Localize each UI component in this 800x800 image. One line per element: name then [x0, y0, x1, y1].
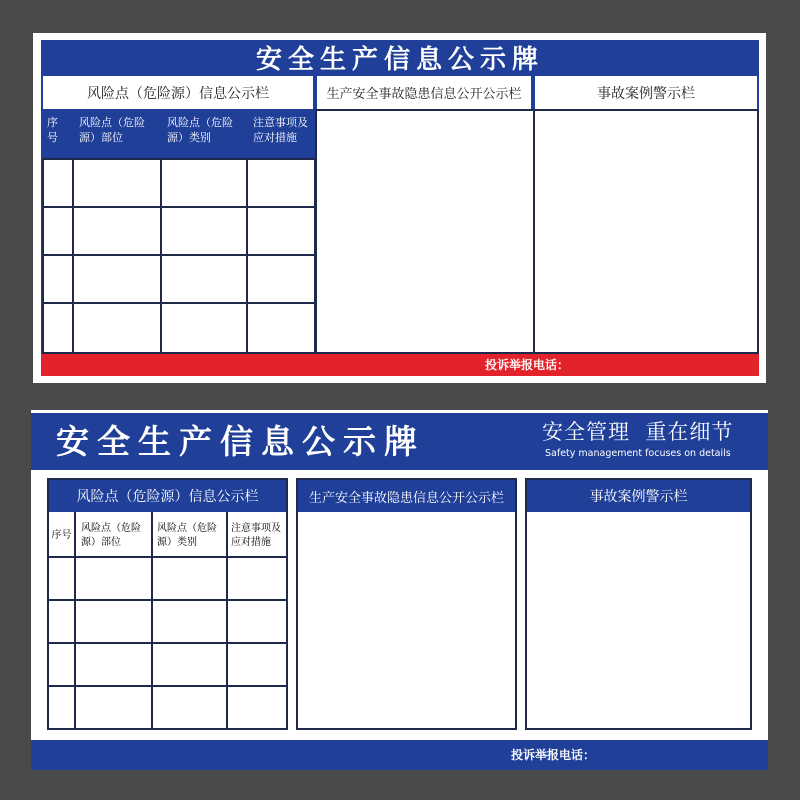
case-section: [525, 478, 752, 730]
table-cell: [246, 206, 316, 256]
table-cell: [246, 302, 316, 354]
table-header-measures: 注意事项及应对措施: [253, 116, 308, 144]
table-cell: [42, 254, 74, 304]
info-board-bottom: [31, 410, 768, 770]
section-header-case: 事故案例警示栏: [535, 76, 757, 109]
section-header-risk: 风险点（危险源）信息公示栏: [49, 480, 286, 512]
table-cell: [160, 206, 248, 256]
table-cell: [42, 206, 74, 256]
board-title: 安全生产信息公示牌: [56, 422, 425, 461]
grid-line: [226, 512, 228, 730]
section-header-risk: 风险点（危险源）信息公示栏: [43, 76, 313, 109]
table-cell: [42, 158, 74, 208]
table-header-category: 风险点（危险源）类别: [167, 116, 233, 144]
grid-line: [74, 512, 76, 730]
table-cell: [160, 254, 248, 304]
grid-line: [47, 599, 288, 601]
slogan-cn: 安全管理 重在细节: [542, 420, 734, 444]
section-header-case: 事故案例警示栏: [527, 480, 750, 512]
table-header-index: 序号: [47, 116, 58, 144]
section-header-hazard: 生产安全事故隐患信息公开公示栏: [317, 76, 531, 109]
table-header-category: 风险点（危险源）类别: [157, 523, 217, 548]
table-cell: [160, 158, 248, 208]
grid-line: [47, 642, 288, 644]
hazard-section: [296, 478, 517, 730]
grid-line: [151, 512, 153, 730]
table-header-measures: 注意事项及应对措施: [231, 523, 281, 548]
info-board-top: [33, 33, 766, 383]
hazard-panel: [315, 109, 535, 354]
section-header-hazard: 生产安全事故隐患信息公开公示栏: [298, 480, 515, 512]
complaint-phone-label: 投诉举报电话：: [511, 748, 596, 762]
slogan-en: Safety management focuses on details: [545, 448, 731, 459]
table-cell: [72, 206, 162, 256]
table-cell: [72, 302, 162, 354]
table-cell: [72, 254, 162, 304]
board-title: 安全生产信息公示牌: [255, 44, 544, 75]
table-cell: [42, 302, 74, 354]
table-header-location: 风险点（危险源）部位: [81, 523, 141, 548]
table-cell: [246, 158, 316, 208]
case-panel: [533, 109, 759, 354]
table-cell: [160, 302, 248, 354]
grid-line: [47, 556, 288, 558]
table-cell: [72, 158, 162, 208]
table-header-index: 序号: [51, 530, 72, 541]
complaint-phone-label: 投诉举报电话：: [485, 358, 570, 372]
table-cell: [246, 254, 316, 304]
table-header-location: 风险点（危险源）部位: [79, 116, 145, 144]
grid-line: [47, 685, 288, 687]
